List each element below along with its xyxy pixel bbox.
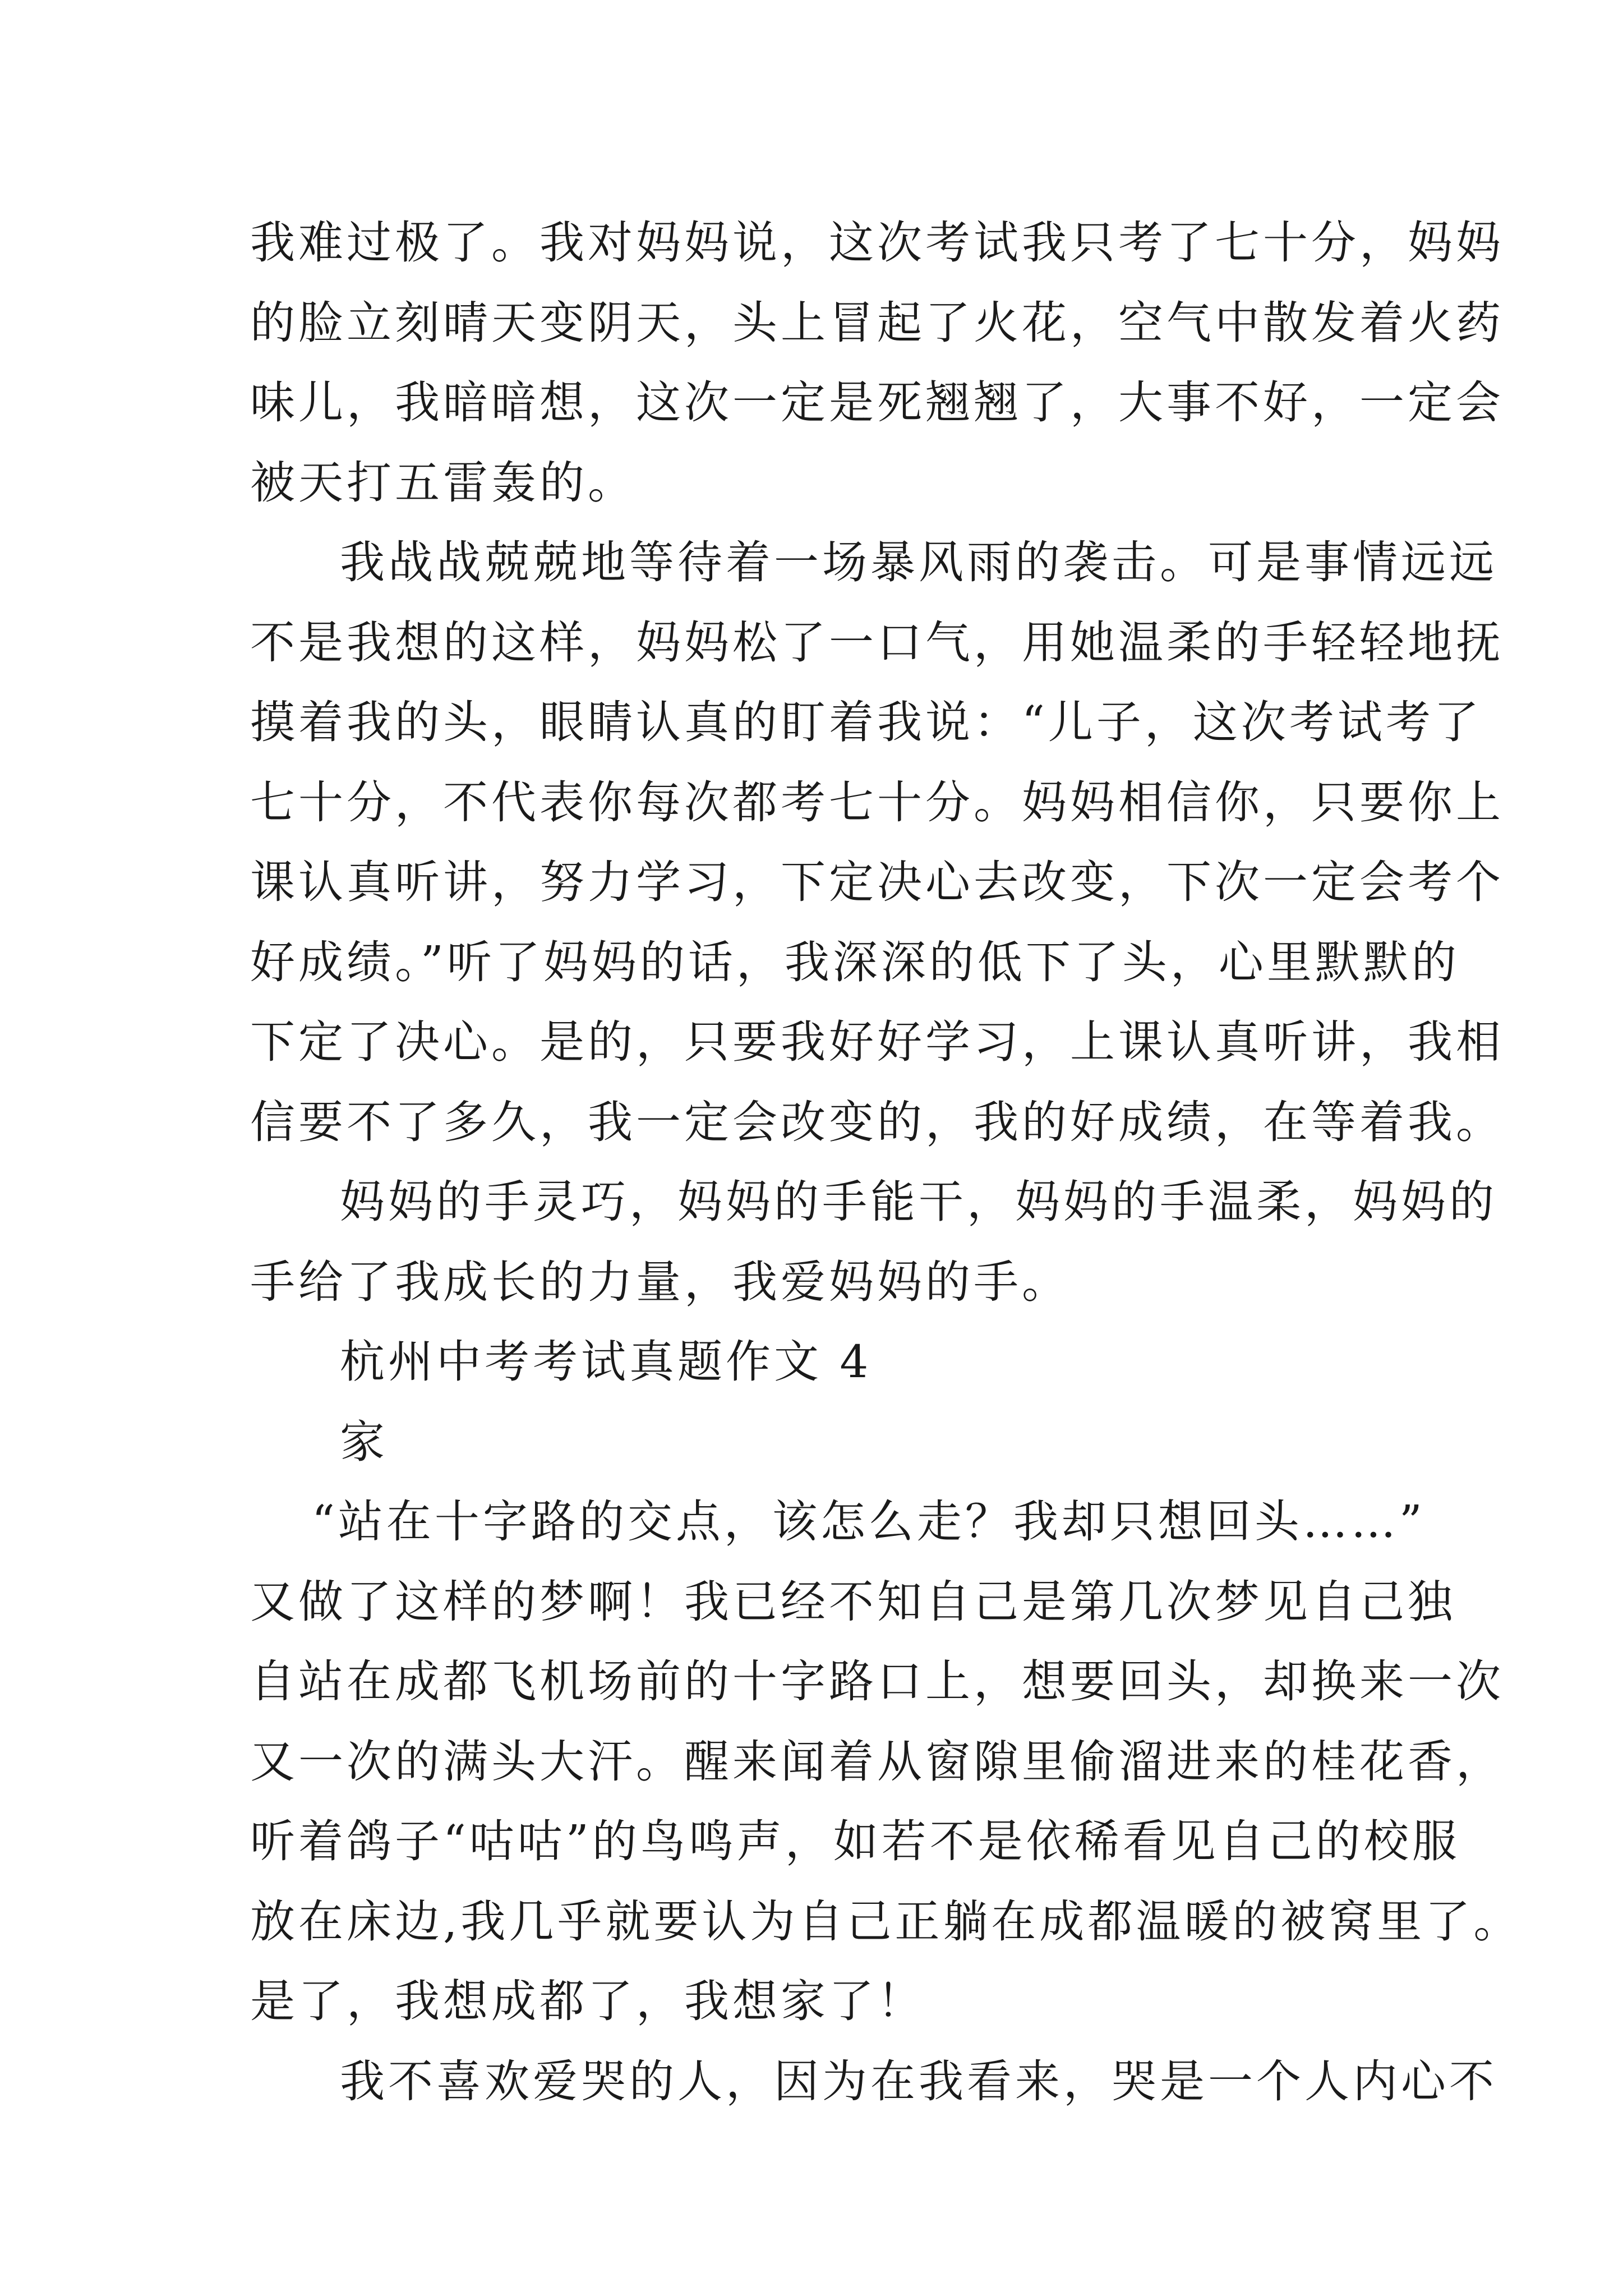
text-line: 又一次的满头大汗。醒来闻着从窗隙里偷溜进来的桂花香， <box>250 1735 1504 1788</box>
text-line: “站在十字路的交点，该怎么走？我却只想回头……” <box>312 1496 1426 1548</box>
text-line: 不是我想的这样，妈妈松了一口气，用她温柔的手轻轻地抚 <box>250 616 1504 669</box>
text-line: 的脸立刻晴天变阴天，头上冒起了火花，空气中散发着火药 <box>250 296 1504 349</box>
text-line: 自站在成都飞机场前的十字路口上，想要回头，却换来一次 <box>250 1655 1504 1708</box>
text-line: 我不喜欢爱哭的人，因为在我看来，哭是一个人内心不 <box>340 2055 1497 2108</box>
text-line: 被天打五雷轰的。 <box>250 456 636 509</box>
text-line: 我战战兢兢地等待着一场暴风雨的袭击。可是事情远远 <box>340 536 1497 588</box>
text-line: 摸着我的头，眼睛认真的盯着我说：“儿子，这次考试考了 <box>250 696 1482 748</box>
text-line: 味儿，我暗暗想，这次一定是死翘翘了，大事不好，一定会 <box>250 376 1504 429</box>
text-line: 好成绩。”听了妈妈的话，我深深的低下了头，心里默默的 <box>250 936 1460 988</box>
text-line: 七十分，不代表你每次都考七十分。妈妈相信你，只要你上 <box>250 776 1504 829</box>
essay-title: 家 <box>340 1415 388 1468</box>
text-line: 手给了我成长的力量，我爱妈妈的手。 <box>250 1255 1070 1308</box>
text-line: 听着鸽子“咕咕”的鸟鸣声，如若不是依稀看见自己的校服 <box>250 1815 1460 1867</box>
essay-text <box>250 203 1522 2122</box>
text-line: 下定了决心。是的，只要我好好学习，上课认真听讲，我相 <box>250 1016 1504 1068</box>
text-line: 妈妈的手灵巧，妈妈的手能干，妈妈的手温柔，妈妈的 <box>340 1176 1497 1228</box>
text-line: 放在床边,我几乎就要认为自己正躺在成都温暖的被窝里了。 <box>250 1895 1522 1948</box>
text-line: 是了，我想成都了，我想家了！ <box>250 1975 925 2027</box>
text-line: 我难过极了。我对妈妈说，这次考试我只考了七十分，妈妈 <box>250 217 1504 269</box>
text-line: 又做了这样的梦啊！我已经不知自己是第几次梦见自己独 <box>250 1575 1456 1628</box>
section-heading: 杭州中考考试真题作文 4 <box>340 1336 872 1388</box>
text-line: 信要不了多久，我一定会改变的，我的好成绩，在等着我。 <box>250 1096 1504 1148</box>
text-line: 课认真听讲，努力学习，下定决心去改变，下次一定会考个 <box>250 856 1504 908</box>
